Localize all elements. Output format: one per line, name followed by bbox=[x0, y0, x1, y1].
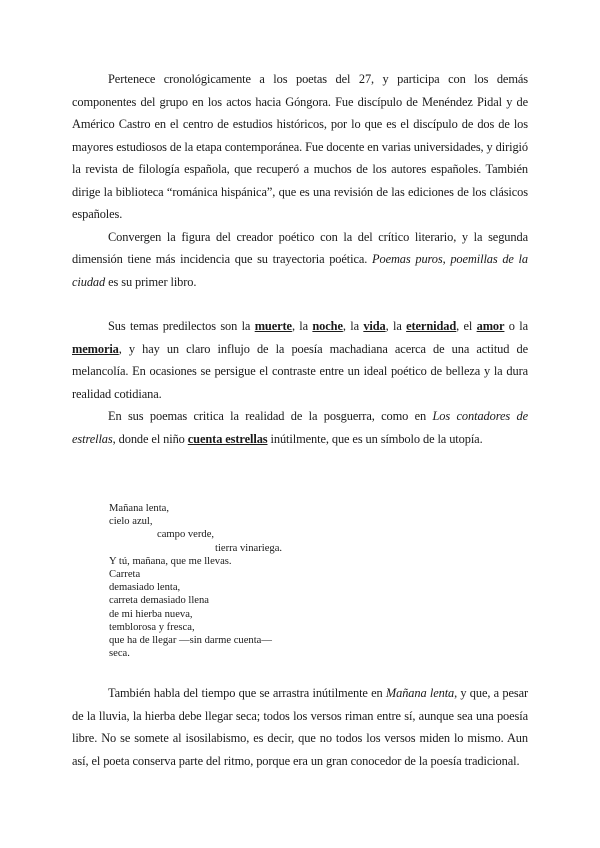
keyword-vida: vida bbox=[363, 319, 386, 333]
paragraph-biography: Pertenece cronológicamente a los poetas del 27, y participa con los demás componentes del grupo en los actos hacia Góngora. Fue discípulo de Menéndez Pidal y de Américo Castro en el centro de estudios históricos, por lo que es el discípulo de dos de los mayores estudiosos de la etapa contemporánea. Fue docente en varias universidades, y dirigió la revista de filología española, que recuperó a muchos de los autores españoles. También dirige la biblioteca “románica hispánica”, que es una revisión de las ediciones de los clásicos españoles. bbox=[72, 72, 528, 221]
themes-text-7: , y hay un claro influjo de la poesía machadiana acerca de una actitud de melancolía. En ocasiones se persigue el contraste entre un ideal poético de belleza y la dura realidad cotidiana. bbox=[72, 341, 528, 401]
themes-text-5: , el bbox=[456, 319, 477, 333]
paragraph-themes bbox=[72, 315, 528, 405]
paragraph-manana-lenta bbox=[72, 682, 528, 772]
themes-text-6: o la bbox=[504, 319, 528, 333]
poem-manana-lenta bbox=[109, 502, 528, 660]
manana-text-2: , y que, a pesar de la lluvia, la hierba debe llegar seca; todos los versos riman entre sí, aunque sea una poesía libre. No se somete al isosilabismo, es decir, que no todos los versos miden lo mismo. Aun así, el poeta conserva parte del ritmo, porque era un gran conocedor de la poesía tradicional. bbox=[72, 686, 528, 768]
poem-title-manana-lenta: Mañana lenta bbox=[385, 686, 455, 701]
document-page bbox=[72, 68, 528, 772]
themes-text-4: , la bbox=[385, 319, 407, 333]
poem-line: tierra vinariega. bbox=[215, 542, 283, 554]
themes-text-2: , la bbox=[291, 319, 313, 333]
poem-line: Carreta bbox=[109, 569, 141, 581]
book-title-poemas-puros: Poemas puros, poemillas de la ciudad bbox=[72, 252, 528, 289]
poem-line: de mi hierba nueva, bbox=[109, 608, 193, 620]
paragraph-critic-tail: es su primer libro. bbox=[105, 274, 197, 289]
keyword-noche: noche bbox=[312, 319, 343, 333]
poem-line: cielo azul, bbox=[109, 516, 153, 528]
manana-text-1: También habla del tiempo que se arrastra inútilmente en bbox=[108, 686, 386, 701]
poem-line: demasiado lenta, bbox=[109, 582, 181, 594]
poem-line: que ha de llegar —sin darme cuenta— bbox=[109, 635, 272, 647]
poem-line: seca. bbox=[109, 648, 130, 660]
posguerra-text-3: inútilmente, que es un símbolo de la utopía. bbox=[267, 431, 483, 446]
keyword-cuenta-estrellas: cuenta estrellas bbox=[187, 431, 268, 446]
keyword-memoria: memoria bbox=[72, 341, 119, 356]
keyword-amor: amor bbox=[476, 319, 505, 333]
poem-line: carreta demasiado llena bbox=[109, 595, 209, 607]
posguerra-text-2: , donde el niño bbox=[112, 431, 188, 446]
paragraph-critic-text: Convergen la figura del creador poético con la del crítico literario, y la segunda dimensión tiene más incidencia que su trayectoria poética. bbox=[72, 229, 528, 266]
keyword-muerte: muerte bbox=[254, 319, 292, 333]
paragraph-posguerra bbox=[72, 405, 528, 450]
keyword-eternidad: eternidad bbox=[406, 319, 457, 333]
book-title-contadores: Los contadores de estrellas bbox=[72, 409, 528, 446]
posguerra-text-1: En sus poemas critica la realidad de la posguerra, como en bbox=[108, 409, 433, 423]
paragraph-critic bbox=[72, 226, 528, 294]
themes-text-3: , la bbox=[342, 319, 364, 333]
poem-line: campo verde, bbox=[157, 529, 215, 541]
poem-line: temblorosa y fresca, bbox=[109, 621, 195, 633]
poem-line: Mañana lenta, bbox=[109, 503, 170, 514]
poem-line: Y tú, mañana, que me llevas. bbox=[109, 555, 232, 567]
themes-text-1: Sus temas predilectos son la bbox=[108, 319, 255, 333]
